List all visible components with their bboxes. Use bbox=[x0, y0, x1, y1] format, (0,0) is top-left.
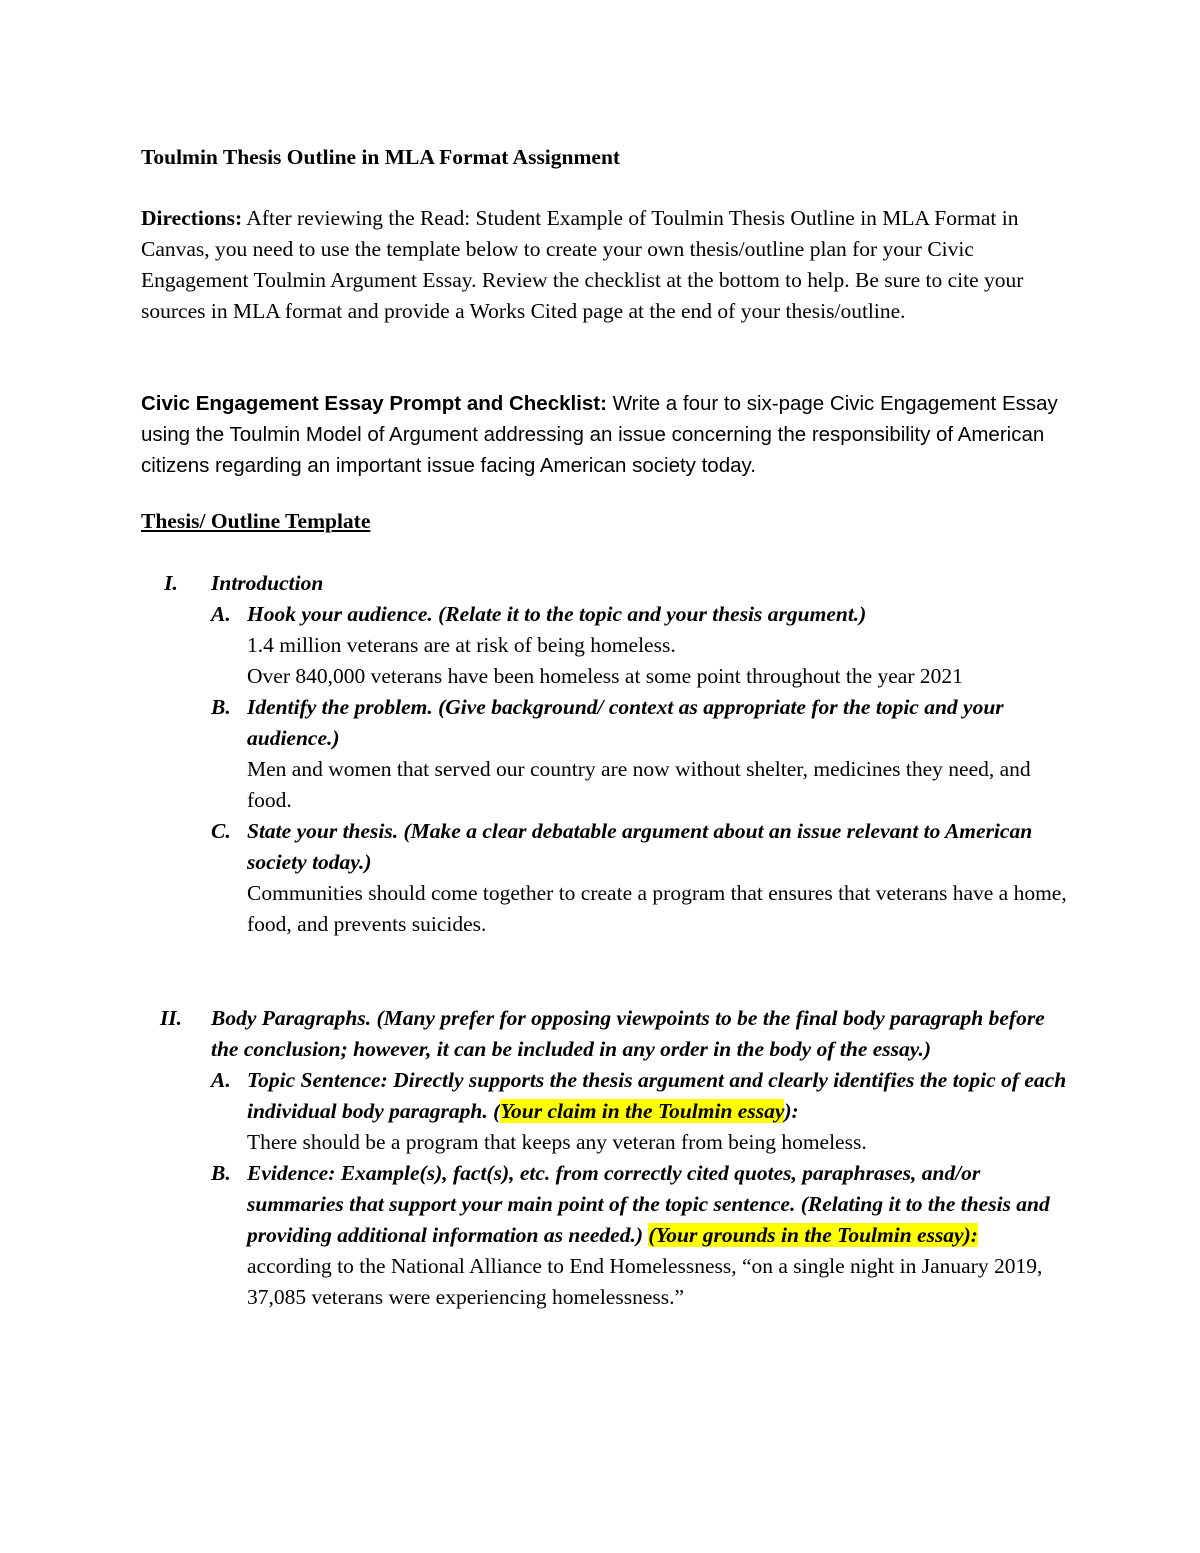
outline-item-c bbox=[141, 816, 1071, 878]
outline-prompt-text: Topic Sentence: Directly supports the thesis argument and clearly identifies the topic of each individual body paragraph. ( bbox=[247, 1068, 1067, 1123]
outline-section-introduction bbox=[141, 568, 1071, 940]
outline-answer: Men and women that served our country are now without shelter, medicines they need, and food. bbox=[247, 757, 1031, 812]
outline-answer: Communities should come together to create a program that ensures that veterans have a home, food, and prevents suicides. bbox=[247, 881, 1067, 936]
prompt-text: Write a four to six-page Civic Engagement Essay using the Toulmin Model of Argument addressing an issue concerning the responsibility of American citizens regarding an important issue facing American society today. bbox=[141, 392, 1058, 477]
outline-item-a bbox=[141, 599, 1071, 630]
outline-numeral: I. bbox=[164, 571, 178, 595]
outline-letter: C. bbox=[211, 819, 231, 843]
outline-numeral: II. bbox=[159, 1006, 183, 1030]
outline-prompt: Identify the problem. (Give background/ context as appropriate for the topic and your audience.) bbox=[247, 695, 1004, 750]
outline-level1-row bbox=[141, 568, 1071, 599]
outline-prompt-text: Evidence: Example(s), fact(s), etc. from correctly cited quotes, paraphrases, and/or summaries that support your main point of the topic sentence. (Relating it to the thesis and providing additional information as needed.) bbox=[247, 1161, 1050, 1247]
prompt-label: Civic Engagement Essay Prompt and Checklist: bbox=[141, 392, 607, 415]
outline-answer: 1.4 million veterans are at risk of being homeless. bbox=[247, 633, 676, 657]
directions-text: After reviewing the Read: Student Example of Toulmin Thesis Outline in MLA Format in Canvas, you need to use the template below to create your own thesis/outline plan for your Civic Engagement Toulmin Argument Essay. Review the checklist at the bottom to help. Be sure to cite your sources in MLA format and provide a Works Cited page at the end of your thesis/outline. bbox=[141, 206, 1024, 323]
template-heading: Thesis/ Outline Template bbox=[141, 509, 371, 533]
outline-level1-row bbox=[141, 1003, 1071, 1065]
outline-prompt: Hook your audience. (Relate it to the topic and your thesis argument.) bbox=[247, 602, 867, 626]
outline-letter: A. bbox=[211, 602, 231, 626]
outline-prompt bbox=[247, 1158, 1071, 1251]
outline-item-b bbox=[141, 692, 1071, 754]
outline-answer: There should be a program that keeps any veteran from being homeless. bbox=[247, 1130, 867, 1154]
outline-item-a bbox=[141, 1065, 1071, 1127]
document-title: Toulmin Thesis Outline in MLA Format Assignment bbox=[141, 145, 621, 169]
highlighted-text: Your claim in the Toulmin essay bbox=[500, 1099, 785, 1123]
highlighted-text: (Your grounds in the Toulmin essay): bbox=[648, 1223, 978, 1247]
outline-letter: B. bbox=[211, 695, 231, 719]
outline-section-body-paragraphs bbox=[141, 1003, 1071, 1313]
prompt-paragraph bbox=[141, 388, 1071, 481]
outline-prompt bbox=[247, 1065, 1071, 1127]
directions-label: Directions: bbox=[141, 206, 243, 230]
outline-heading: Body Paragraphs. (Many prefer for opposing viewpoints to be the final body paragraph before the conclusion; however, it can be included in any order in the body of the essay.) bbox=[211, 1006, 1045, 1061]
outline-prompt-text: ): bbox=[784, 1099, 799, 1123]
outline-letter: A. bbox=[211, 1068, 231, 1092]
outline-item-b bbox=[141, 1158, 1071, 1251]
directions-paragraph bbox=[141, 203, 1071, 327]
outline-answer: according to the National Alliance to End Homelessness, “on a single night in January 2019, 37,085 veterans were experiencing homelessness.” bbox=[247, 1254, 1043, 1309]
outline-letter: B. bbox=[211, 1161, 231, 1185]
outline-heading: Introduction bbox=[211, 571, 324, 595]
outline-answer: Over 840,000 veterans have been homeless at some point throughout the year 2021 bbox=[247, 664, 963, 688]
outline-prompt: State your thesis. (Make a clear debatable argument about an issue relevant to American society today.) bbox=[247, 819, 1033, 874]
